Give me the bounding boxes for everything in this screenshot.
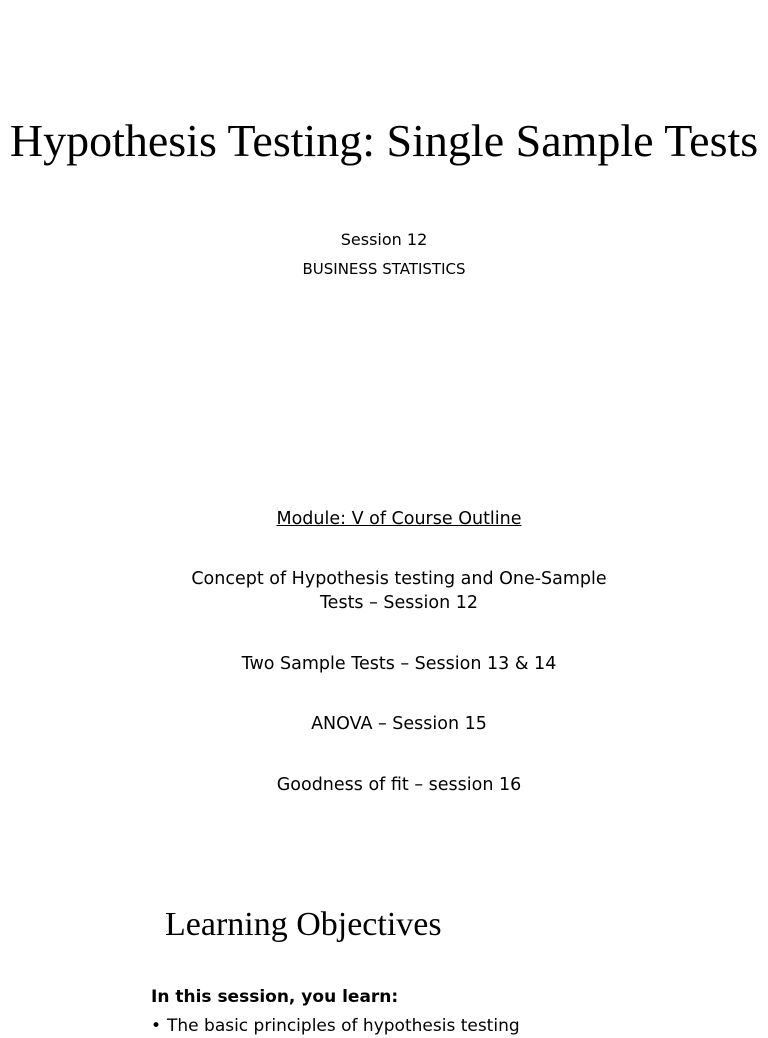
module-item: Goodness of fit – session 16 [276, 775, 522, 795]
module-item: Two Sample Tests – Session 13 & 14 [241, 654, 557, 674]
course-label: BUSINESS STATISTICS [302, 260, 466, 278]
session-label: Session 12 [340, 230, 428, 249]
module-item: Concept of Hypothesis testing and One-Sample Tests – Session 12 [191, 569, 607, 613]
module-heading: Module: V of Course Outline [276, 509, 522, 529]
module-item: ANOVA – Session 15 [311, 714, 487, 734]
list-item [151, 1014, 520, 1038]
list-item-text: The basic principles of hypothesis testing [167, 1016, 520, 1036]
learning-objectives-title: Learning Objectives [165, 906, 442, 943]
learning-objectives-list [151, 1014, 520, 1038]
slide-title: Hypothesis Testing: Single Sample Tests [9, 115, 759, 166]
learning-objectives-lead: In this session, you learn: [151, 987, 399, 1007]
bullet-icon: • [151, 1016, 162, 1036]
